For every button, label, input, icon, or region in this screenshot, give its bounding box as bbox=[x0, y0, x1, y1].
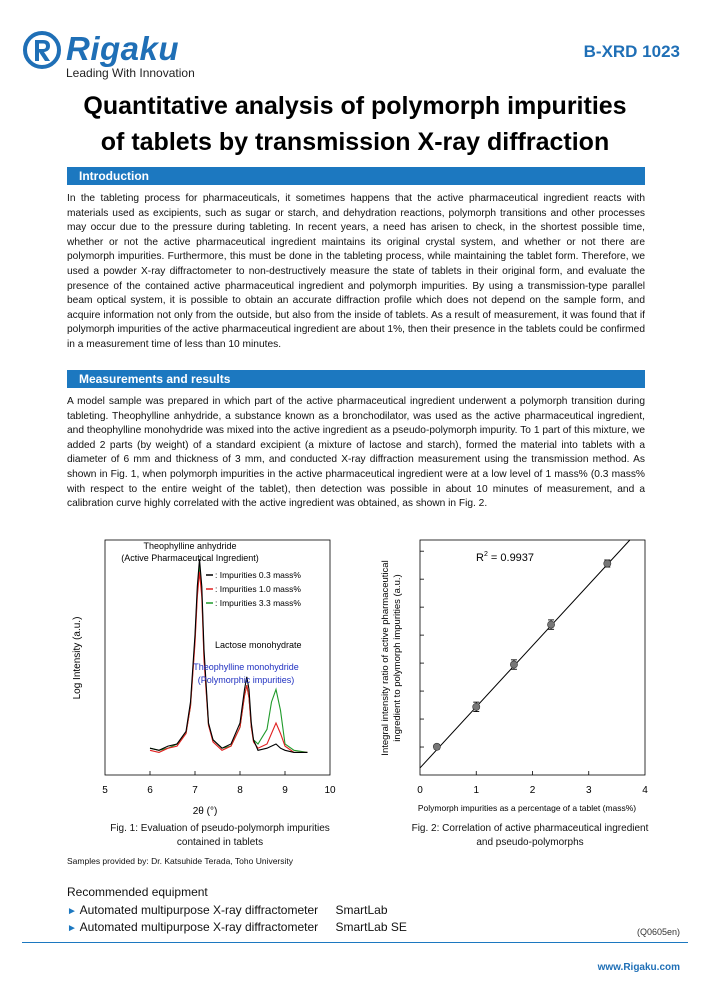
fig1-annotation-anhydride: Theophylline anhydride bbox=[143, 541, 237, 551]
fig2-data-point bbox=[433, 743, 440, 750]
title-line-1: Quantitative analysis of polymorph impurities bbox=[83, 92, 627, 120]
section-heading-introduction: Introduction bbox=[67, 167, 645, 185]
website-link[interactable]: www.Rigaku.com bbox=[597, 962, 680, 973]
figure-1-caption bbox=[70, 822, 370, 850]
fig2-caption-line-2: and pseudo-polymorphs bbox=[476, 837, 584, 848]
fig2-r-squared-symbol: R bbox=[476, 552, 484, 564]
fig2-x-tick-label: 0 bbox=[417, 785, 423, 796]
fig1-x-tick-label: 5 bbox=[102, 785, 108, 796]
fig1-y-axis-label: Log Intensity (a.u.) bbox=[72, 616, 83, 700]
fig2-data-point bbox=[604, 560, 611, 567]
fig1-annotation-monohydride: Theophylline monohydride bbox=[193, 662, 299, 672]
equipment-heading: Recommended equipment bbox=[67, 885, 208, 899]
fig1-x-tick-label: 10 bbox=[324, 785, 336, 796]
document-number: B-XRD 1023 bbox=[583, 42, 680, 61]
rigaku-logo bbox=[22, 28, 222, 84]
fig1-annotation-monohydride-sub: (Polymorphic impurities) bbox=[197, 675, 295, 685]
measurements-text: A model sample was prepared in which part of the active pharmaceutical ingredient underwent a polymorph transition during tableting. Theophylline anhydride, a substance known as a bronchodilator, was used as the active pharmaceutical ingredient, and theophylline monohydride was mixed into the active ingredient as a pseudo-polymorph impurity. To 1 part of this mixture, we added 2 parts (by weight) of a standard excipient (a mixture of lactose and starch), formed the material into tablets with a diameter of 6 mm and thickness of 3 mm, and conducted X-ray diffraction measurement using the transmission method. As shown in Fig. 1, when polymorph impurities in the active pharmaceutical ingredient were at a low level of 1 mass% (0.3 mass% with respect to the entire weight of the tablet), then detection was possible in about 10 minutes of measurement, and a calibration curve highly correlated with the active ingredient was obtained, as shown in Fig. 2. bbox=[67, 396, 645, 510]
fig2-caption-line-1: Fig. 2: Correlation of active pharmaceutical ingredient bbox=[411, 823, 649, 834]
fig1-annotation-anhydride-sub: (Active Pharmaceutical Ingredient) bbox=[121, 553, 259, 563]
brand-name: Rigaku bbox=[66, 30, 180, 67]
figure-2-calibration-curve bbox=[370, 533, 670, 818]
equipment-product: SmartLab bbox=[335, 903, 388, 917]
footer-divider bbox=[22, 942, 688, 943]
fig1-x-axis-label: 2θ (°) bbox=[192, 806, 218, 817]
arrow-icon: ► bbox=[67, 906, 77, 917]
equipment-name: Automated multipurpose X-ray diffractometer bbox=[79, 903, 319, 917]
fig1-caption-line-2: contained in tablets bbox=[176, 837, 264, 848]
tagline: Leading With Innovation bbox=[66, 66, 195, 80]
fig1-x-tick-label: 6 bbox=[147, 785, 153, 796]
fig2-plot-frame bbox=[420, 540, 645, 775]
figure-1-xrd-pattern bbox=[70, 533, 350, 818]
fig2-data-point bbox=[510, 661, 517, 668]
fig2-y-axis-label-line-2: ingredient to polymorph impurities (a.u.) bbox=[392, 574, 403, 742]
fig1-x-tick-label: 8 bbox=[237, 785, 243, 796]
equipment-item bbox=[67, 903, 388, 917]
fig2-x-tick-label: 1 bbox=[473, 785, 480, 796]
fig2-x-tick-label: 3 bbox=[585, 785, 592, 796]
equipment-name: Automated multipurpose X-ray diffractometer bbox=[79, 920, 319, 934]
arrow-icon: ► bbox=[67, 923, 77, 934]
fig2-y-axis-label-line-1: Integral intensity ratio of active pharmaceutical bbox=[380, 560, 391, 756]
introduction-text: In the tableting process for pharmaceuticals, it sometimes happens that the active pharmaceutical ingredient reacts with materials used as excipients, such as sugar or starch, and dehydration reactions, polymorph transitions and other processes may occur due to the pressure during tableting. In recent years, a need has arisen to check, in the shortest possible time, whether or not the active pharmaceutical ingredient maintains its original crystal system, and whether or not there are polymorph impurities. Furthermore, this must be done in the tableting process, while maintaining the tablet form. Therefore, we used a powder X-ray diffractometer to non-destructively measure the state of tablets in their original form, and evaluate the presence of the contained active pharmaceutical ingredient and polymorph impurities. By using a transmission-type parallel beam optical system, it is possible to obtain an accurate diffraction profile which does not depend on the sample form, and acquire information not only from the outside, but also from the inside of tablets. As a result of measurement, it was found that if polymorph impurities of the active pharmaceutical ingredient are about 1%, then their presence in the tablets could be confirmed in a measurement time of less than 10 minutes. bbox=[67, 193, 645, 350]
page-title bbox=[30, 88, 680, 160]
fig1-annotation-lactose: Lactose monohydrate bbox=[215, 640, 302, 650]
fig2-fit-line bbox=[420, 540, 630, 768]
fig1-x-tick-label: 9 bbox=[282, 785, 288, 796]
section-heading-measurements: Measurements and results bbox=[67, 370, 645, 388]
fig2-x-tick-label: 2 bbox=[529, 785, 536, 796]
fig1-x-tick-label: 7 bbox=[192, 785, 198, 796]
title-line-2: of tablets by transmission X-ray diffraction bbox=[100, 128, 610, 156]
fig2-x-tick-label: 4 bbox=[642, 785, 648, 796]
samples-note: Samples provided by: Dr. Katsuhide Terada, Toho University bbox=[67, 856, 294, 866]
document-code: (Q0605en) bbox=[636, 927, 680, 937]
rigaku-logo-icon bbox=[22, 30, 62, 70]
fig1-caption-line-1: Fig. 1: Evaluation of pseudo-polymorph impurities bbox=[110, 823, 330, 834]
fig2-r-squared: $R^2 = 0.9937$ bbox=[476, 551, 535, 564]
fig2-x-axis-label: Polymorph impurities as a percentage of a tablet (mass%) bbox=[417, 803, 637, 813]
fig2-r-squared-value: = 0.9937 bbox=[487, 552, 535, 564]
equipment-product: SmartLab SE bbox=[335, 920, 407, 934]
equipment-item bbox=[67, 920, 407, 934]
fig2-data-point bbox=[473, 703, 480, 710]
fig1-legend-label: : Impurities 1.0 mass% bbox=[215, 584, 301, 594]
fig1-legend-label: : Impurities 3.3 mass% bbox=[215, 598, 301, 608]
fig1-legend-label: : Impurities 0.3 mass% bbox=[215, 570, 301, 580]
fig2-data-point bbox=[547, 621, 554, 628]
figure-2-caption bbox=[390, 822, 670, 850]
